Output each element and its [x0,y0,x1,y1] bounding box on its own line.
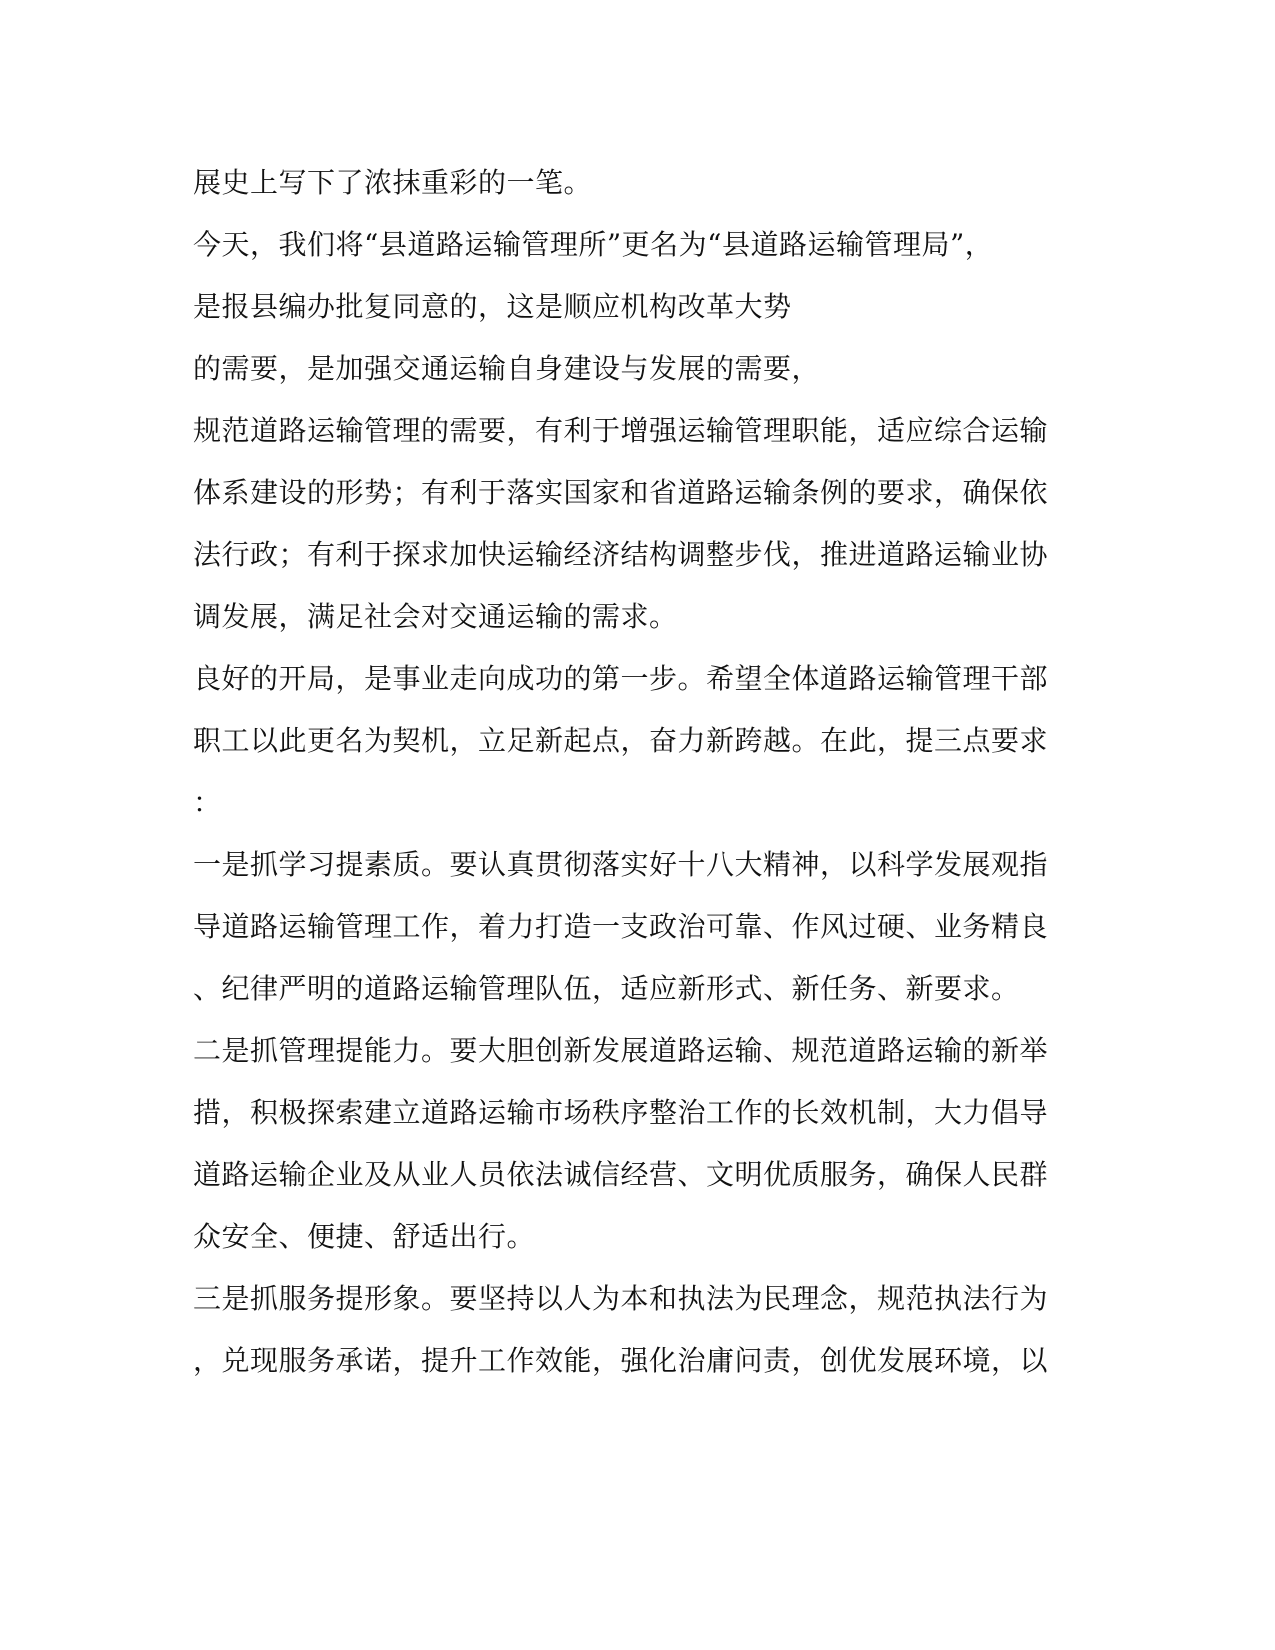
text-line: 法行政；有利于探求加快运输经济结构调整步伐，推进道路运输业协 [193,538,1049,571]
text-line: 体系建设的形势；有利于落实国家和省道路运输条例的要求，确保依 [193,476,1049,509]
text-line: 、纪律严明的道路运输管理队伍，适应新形式、新任务、新要求。 [193,972,1020,1005]
text-line: 道路运输企业及从业人员依法诚信经营、文明优质服务，确保人民群 [193,1158,1049,1191]
text-line: 三是抓服务提形象。要坚持以人为本和执法为民理念，规范执法行为 [193,1282,1049,1315]
text-line: 今天，我们将“县道路运输管理所”更名为“县道路运输管理局”， [193,228,994,261]
text-line: 众安全、便捷、舒适出行。 [193,1220,536,1253]
text-line: 良好的开局，是事业走向成功的第一步。希望全体道路运输管理干部 [193,662,1049,695]
text-line: 措，积极探索建立道路运输市场秩序整治工作的长效机制，大力倡导 [193,1096,1049,1129]
text-line: 调发展，满足社会对交通运输的需求。 [193,600,678,633]
text-line: 规范道路运输管理的需要，有利于增强运输管理职能，适应综合运输 [193,414,1049,447]
text-line: 是报县编办批复同意的，这是顺应机构改革大势 [193,290,792,323]
text-line: 一是抓学习提素质。要认真贯彻落实好十八大精神，以科学发展观指 [193,848,1049,881]
text-line: 展史上写下了浓抹重彩的一笔。 [193,166,593,199]
text-line: 二是抓管理提能力。要大胆创新发展道路运输、规范道路运输的新举 [193,1034,1049,1067]
text-line: ，兑现服务承诺，提升工作效能，强化治庸问责，创优发展环境，以 [193,1344,1049,1377]
text-line: ： [193,786,222,819]
text-line: 的需要，是加强交通运输自身建设与发展的需要， [193,352,821,385]
text-line: 职工以此更名为契机，立足新起点，奋力新跨越。在此，提三点要求 [193,724,1049,757]
text-line: 导道路运输管理工作，着力打造一支政治可靠、作风过硬、业务精良 [193,910,1049,943]
